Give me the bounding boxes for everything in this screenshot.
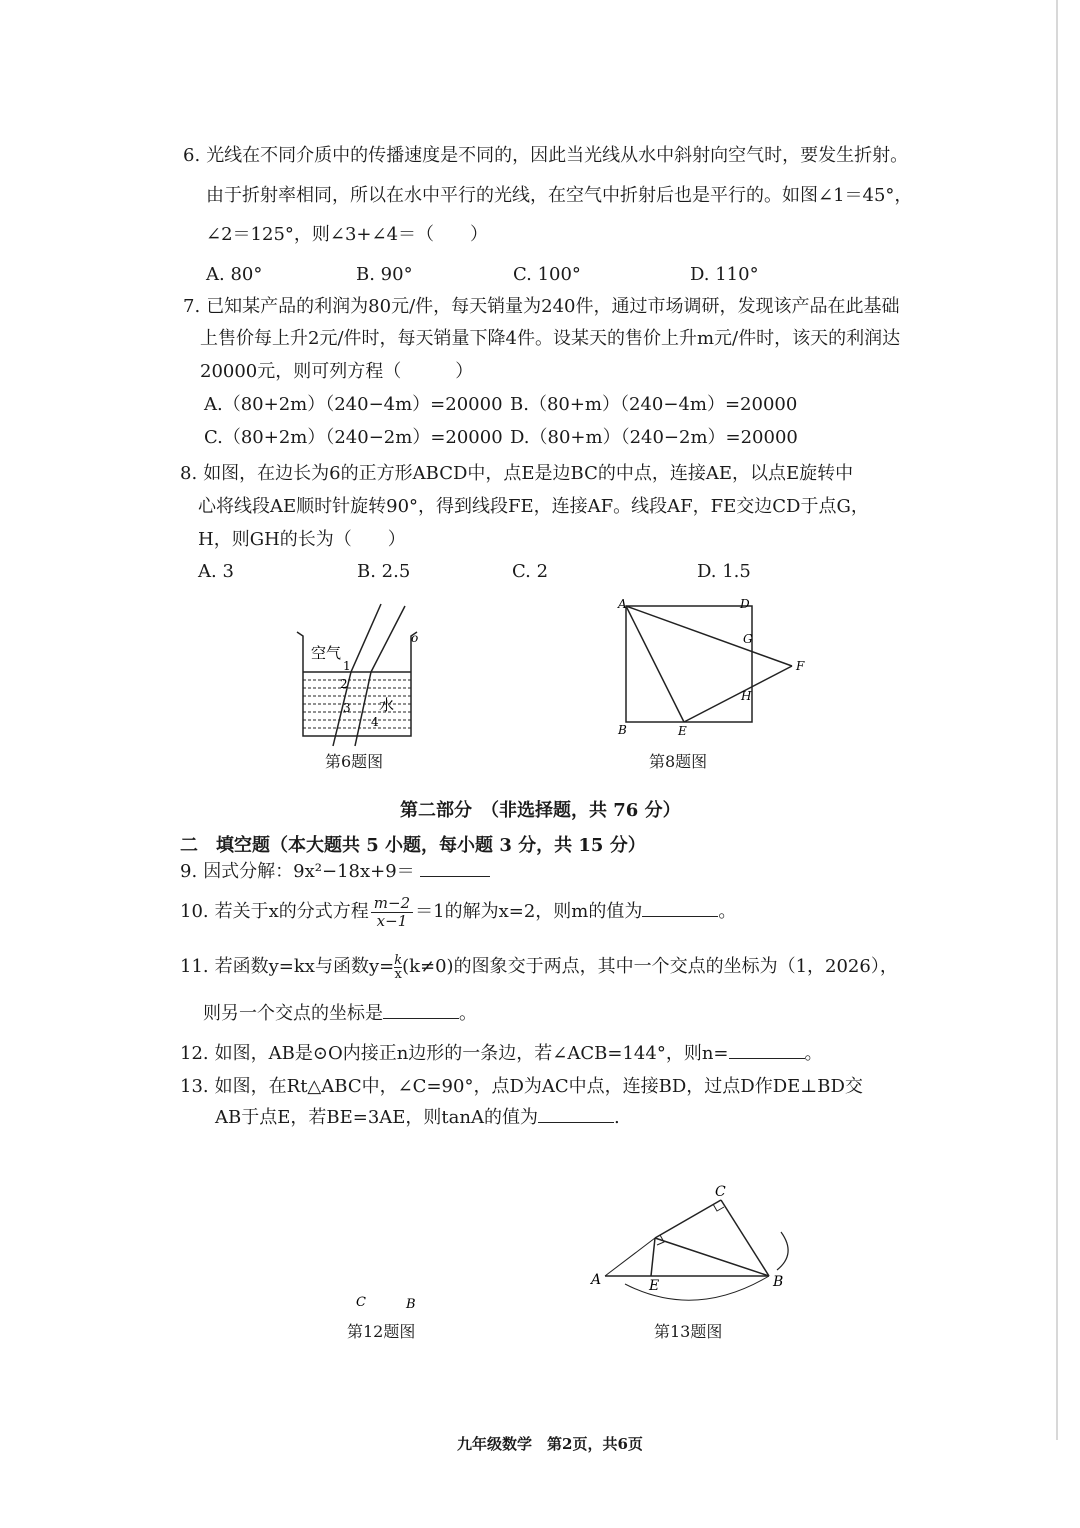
point-h-label: H [741,689,752,703]
fig13-point-c-label: C [715,1184,726,1200]
point-e-label: E [678,724,687,738]
q13-line1: 13. 如图，在Rt△ABC中，∠C=90°，点D为AC中点，连接BD，过点D作DE⊥BD交 [180,1076,863,1097]
q7-option-c: C.（80+2m）（240−2m）=20000 [204,427,503,448]
q6-line2: 由于折射率相同，所以在水中平行的光线，在空气中折射后也是平行的。如图∠1＝45°， [206,185,913,206]
angle-label-4: 4 [371,715,379,729]
q8-option-d: D. 1.5 [697,561,751,582]
air-label: 空气 [311,644,342,662]
figure-13-caption: 第13题图 [654,1322,723,1341]
q8-line2: 心将线段AE顺时针旋转90°，得到线段FE，连接AF。线段AF，FE交边CD于点G， [198,496,869,517]
square-abcd [626,606,752,722]
q13-line2: AB于点E，若BE=3AE，则tanA的值为 . [215,1104,620,1131]
page-edge [1056,0,1058,1440]
point-d-label: D [740,597,750,611]
page-footer: 九年级数学 第2页，共6页 [457,1435,643,1453]
q10-fraction: $\frac{m-2}{x-1}$ [371,895,413,930]
q8-line1: 8. 如图，在边长为6的正方形ABCD中，点E是边BC的中点，连接AE，以点E旋转中 [180,463,854,484]
angle-label-2: 2 [340,677,348,691]
figure-6-beaker [285,600,445,750]
figure-12 [350,1290,430,1314]
light-ray-2 [355,606,405,746]
q11-line2: 则另一个交点的坐标是 。 [203,1000,477,1027]
q11-answer-blank[interactable] [383,1000,459,1019]
q10-answer-blank[interactable] [642,898,718,917]
q8-line3: H，则GH的长为（ ） [198,529,406,550]
figure-6-caption: 第6题图 [325,752,384,771]
q6-option-d: D. 110° [690,264,759,285]
segment-ad [605,1238,655,1276]
q11-fraction: $\frac{k}{x}$ [394,952,403,982]
angle-label-1: 1 [343,659,351,673]
q9-line: 9. 因式分解：9x²−18x+9＝ [180,858,490,885]
q9-answer-blank[interactable] [420,858,490,877]
segment-fe [684,666,792,722]
q7-line2: 上售价每上升2元/件时，每天销量下降4件。设某天的售价上升m元/件时，该天的利润达 [200,328,901,349]
section2-title: 二 填空题（本大题共 5 小题，每小题 3 分，共 15 分） [180,835,646,856]
segment-db [655,1238,769,1276]
fig13-point-e-label: E [649,1278,660,1294]
q13-answer-blank[interactable] [538,1104,614,1123]
q6-option-a: A. 80° [206,264,263,285]
fig12-point-b-label: B [406,1297,416,1312]
part2-title: 第二部分 （非选择题，共 76 分） [400,800,681,821]
point-b-label: B [618,723,627,737]
point-f-label: F [796,659,805,673]
q8-option-b: B. 2.5 [357,561,411,582]
q8-option-c: C. 2 [512,561,549,582]
q6-line1: 6. 光线在不同介质中的传播速度是不同的，因此当光线从水中斜射向空气时，要发生折射。 [183,145,909,166]
figure-8-caption: 第8题图 [649,752,708,771]
q11-line1: 11. 若函数y=kx与函数y= $\frac{k}{x}$ (k≠0)的图象交于两点，其中一个交点的坐标为（1，2026）， [180,952,898,982]
segment-cb [721,1200,769,1276]
water-label: 水 [379,696,395,714]
q7-line1: 7. 已知某产品的利润为80元/件，每天销量为240件，通过市场调研，发现该产品在此基础 [183,296,900,317]
point-g-label: G [743,632,753,646]
q7-option-d: D.（80+m）（240−2m）=20000 [510,427,798,448]
q7-line3: 20000元，则可列方程（ ） [200,361,474,382]
fig13-point-a-label: A [591,1272,602,1288]
q6-option-c: C. 100° [513,264,581,285]
q12-answer-blank[interactable] [729,1040,805,1059]
q7-option-b: B.（80+m）（240−4m）=20000 [510,394,798,415]
segment-de [651,1238,655,1276]
angle-label-3: 3 [343,701,351,715]
figure-8-square [610,596,810,741]
q12-line: 12. 如图，AB是⊙O内接正n边形的一条边，若∠ACB=144°，则n= 。 [180,1040,823,1067]
segment-dc [655,1200,721,1238]
q6-option-b: B. 90° [356,264,413,285]
figure-12-caption: 第12题图 [347,1322,416,1341]
right-angle-c [713,1204,724,1211]
fig12-point-c-label: C [356,1295,366,1310]
q10-line: 10. 若关于x的分式方程 $\frac{m-2}{x-1}$ ＝1的解为x=2，则m的值为 。 [180,893,737,930]
q8-option-a: A. 3 [198,561,234,582]
q7-option-a: A.（80+2m）（240−4m）=20000 [204,394,503,415]
q6-line3: ∠2＝125°，则∠3+∠4＝（ ） [206,224,489,245]
fig13-point-b-label: B [773,1274,784,1290]
arc-mark [625,1276,769,1300]
point-a-label: A [618,597,627,611]
figure-13-triangle [585,1180,800,1320]
arrow-mark [777,1232,788,1270]
point-o-label: o [411,631,419,645]
